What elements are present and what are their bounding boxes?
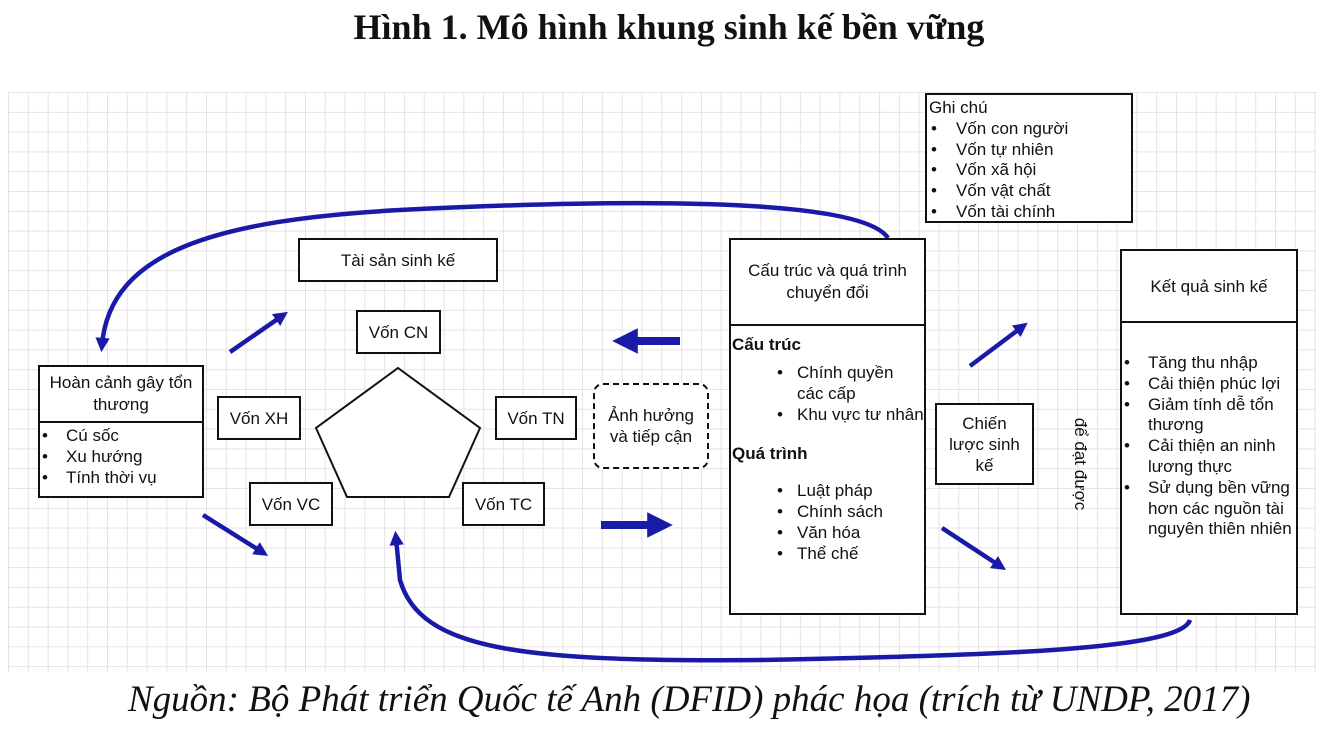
assets-title: Tài sản sinh kế <box>340 250 456 270</box>
structure-heading: Cấu trúc <box>732 335 801 354</box>
capital-cn-label: Vốn CN <box>368 322 429 342</box>
process-item: • Chính sách <box>731 501 924 522</box>
arrow-to-assets <box>230 316 282 352</box>
process-item: • Luật pháp <box>731 480 924 501</box>
outcome-item: • Cải thiện an ninh lương thực <box>1122 436 1296 478</box>
assets-title-box <box>298 238 498 282</box>
capital-xh-label: Vốn XH <box>229 408 289 428</box>
capital-tn <box>495 396 577 440</box>
vulnerability-item: • Xu hướng <box>40 446 202 467</box>
capital-tc <box>462 482 545 526</box>
process-item: • Văn hóa <box>731 522 924 543</box>
capital-vc-label: Vốn VC <box>261 494 321 514</box>
legend-box <box>925 93 1133 223</box>
outcome-item: • Sử dụng bền vững hơn các nguồn tài nguyên thiên nhiên <box>1122 478 1296 540</box>
legend-item: • Vốn tự nhiên <box>929 140 1131 161</box>
strategies-label: Chiến lược sinh kế <box>949 413 1020 475</box>
legend-item: • Vốn con người <box>929 119 1131 140</box>
to-achieve-label: để đạt được <box>1071 417 1090 511</box>
capital-tc-label: Vốn TC <box>474 494 533 514</box>
capital-xh <box>217 396 301 440</box>
structure-item: • Khu vực tư nhân <box>731 404 924 425</box>
arrow-to-outcomes-bottom <box>942 528 1000 566</box>
legend-item: • Vốn tài chính <box>929 202 1131 223</box>
process-item: • Thể chế <box>731 543 924 564</box>
legend-item: • Vốn vật chất <box>929 181 1131 202</box>
vulnerability-item: • Cú sốc <box>40 425 202 446</box>
outcome-item: • Cải thiện phúc lợi <box>1122 374 1296 395</box>
vulnerability-title: Hoàn cảnh gây tổn thương <box>40 367 202 423</box>
vulnerability-item: • Tính thời vụ <box>40 467 202 488</box>
vulnerability-box <box>38 365 204 498</box>
assets-pentagon <box>316 368 480 497</box>
process-heading: Quá trình <box>732 444 808 463</box>
arrow-to-outcomes-top <box>970 327 1022 366</box>
structures-box <box>729 238 926 615</box>
influence-box <box>593 383 709 469</box>
strategies-box <box>935 403 1034 485</box>
structure-item: • Chính quyền các cấp <box>731 362 924 404</box>
capital-cn <box>356 310 441 354</box>
capital-tn-label: Vốn TN <box>507 408 565 428</box>
influence-label: Ảnh hưởng và tiếp cận <box>608 406 694 446</box>
outcomes-box <box>1120 249 1298 615</box>
capital-vc <box>249 482 333 526</box>
outcomes-title: Kết quả sinh kế <box>1122 251 1296 323</box>
legend-item: • Vốn xã hội <box>929 160 1131 181</box>
legend-title: Ghi chú <box>929 98 988 117</box>
outcome-item: • Tăng thu nhập <box>1122 353 1296 374</box>
source-caption: Nguồn: Bộ Phát triển Quốc tế Anh (DFID) phác họa (trích từ UNDP, 2017) <box>128 679 1251 720</box>
outcome-item: • Giảm tính dễ tổn thương <box>1122 395 1296 437</box>
figure-title: Hình 1. Mô hình khung sinh kế bền vững <box>353 7 985 47</box>
structures-title: Cấu trúc và quá trình chuyển đổi <box>731 240 924 326</box>
